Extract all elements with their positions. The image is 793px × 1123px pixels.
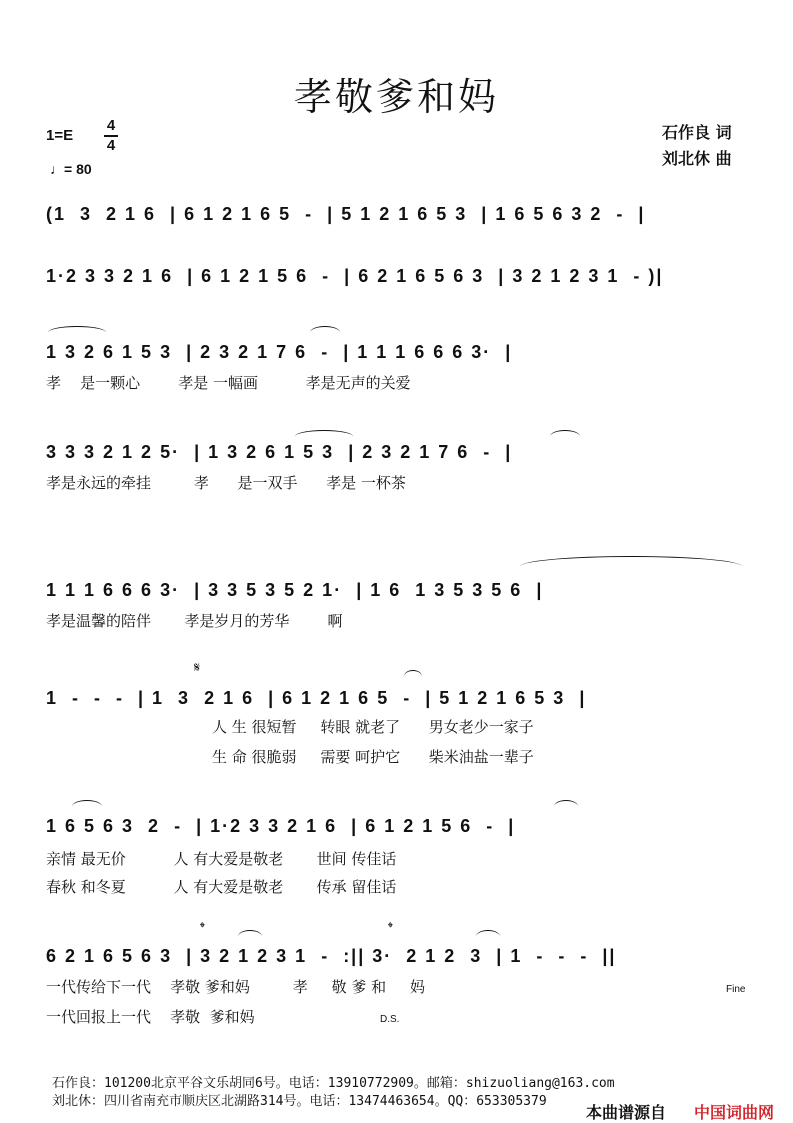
segno-icon: 𝄋 [194,660,201,676]
music-row [44,336,754,372]
footer-contact-lyricist: 石作良：101200北京平谷文乐胡同6号。电话：13910772909。邮箱：shizuoliang@163.com [52,1076,615,1091]
fine-mark: Fine [726,984,746,995]
ds-mark: D.S. [380,1014,400,1025]
footer-contact-composer: 刘北休：四川省南充市顺庆区北湖路314号。电话：13474463654。QQ：653305379 [52,1094,547,1109]
music-row [44,574,754,610]
time-signature-bottom: 4 [106,136,116,154]
notation-line: 1 1 1 6 6 6 3· | 3 3 5 3 5 2 1· | 1 6 1 3 5 3 5 6 | [46,580,544,600]
lyric-line: 一代回报上一代 孝敬 爹和妈 [46,1008,255,1026]
lyric-line: 孝是温馨的陪伴 孝是岁月的芳华 啊 [46,612,343,630]
notation-line: 1 - - - | 1 3 2 1 6 | 6 1 2 1 6 5 - | 5 1 2 1 6 5 3 | [46,688,587,708]
lyric-line: 孝 是一颗心 孝是 一幅画 孝是无声的关爱 [46,374,411,392]
time-signature [104,118,118,154]
tempo-marking [50,161,92,177]
music-row [44,260,754,296]
lyric-line: 春秋 和冬夏 人 有大爱是敬老 传承 留佳话 [46,878,397,896]
key-signature: 1=E [46,127,74,144]
music-row [44,940,754,976]
quarter-note-icon: ♩ [50,161,64,177]
time-signature-top: 4 [106,117,116,134]
notation-line: 3 3 3 2 1 2 5· | 1 3 2 6 1 5 3 | 2 3 2 1 7 6 - | [46,442,513,462]
lyric-line: 亲情 最无价 人 有大爱是敬老 世间 传佳话 [46,850,397,868]
music-row [44,436,754,472]
notation-line: (1 3 2 1 6 | 6 1 2 1 6 5 - | 5 1 2 1 6 5 3 | 1 6 5 6 3 2 - | [46,204,646,224]
lyric-line: 孝是永远的牵挂 孝 是一双手 孝是 一杯茶 [46,474,406,492]
lyric-line: 生 命 很脆弱 需要 呵护它 柴米油盐一辈子 [212,748,534,766]
lyricist-credit: 石作良 词 [662,123,732,142]
source-label: 本曲谱源自 [586,1103,667,1122]
notation-line: 1 6 5 6 3 2 - | 1·2 3 3 2 1 6 | 6 1 2 1 5 6 - | [46,816,516,836]
lyric-line: 人 生 很短暂 转眼 就老了 男女老少一家子 [212,718,534,736]
music-row [44,682,754,718]
composer-credit: 刘北休 曲 [662,149,732,168]
music-row [44,198,754,234]
notation-line: 1 3 2 6 1 5 3 | 2 3 2 1 7 6 - | 1 1 1 6 6 6 3· | [46,342,513,362]
lyric-line: 一代传给下一代 孝敬 爹和妈 孝 敬 爹 和 妈 [46,978,425,996]
tempo-value: = 80 [64,161,92,177]
site-logo-text: 中国词曲网 [694,1103,775,1122]
coda-icon: 𝄌 [388,920,393,936]
song-title: 孝敬爹和妈 [293,75,499,119]
coda-icon: 𝄌 [200,920,205,936]
notation-line: 6 2 1 6 5 6 3 | 3 2 1 2 3 1 - :|| 3· 2 1 2 3 | 1 - - - || [46,946,617,966]
music-row [44,810,754,846]
notation-line: 1·2 3 3 2 1 6 | 6 1 2 1 5 6 - | 6 2 1 6 5 6 3 | 3 2 1 2 3 1 - )| [46,266,664,286]
